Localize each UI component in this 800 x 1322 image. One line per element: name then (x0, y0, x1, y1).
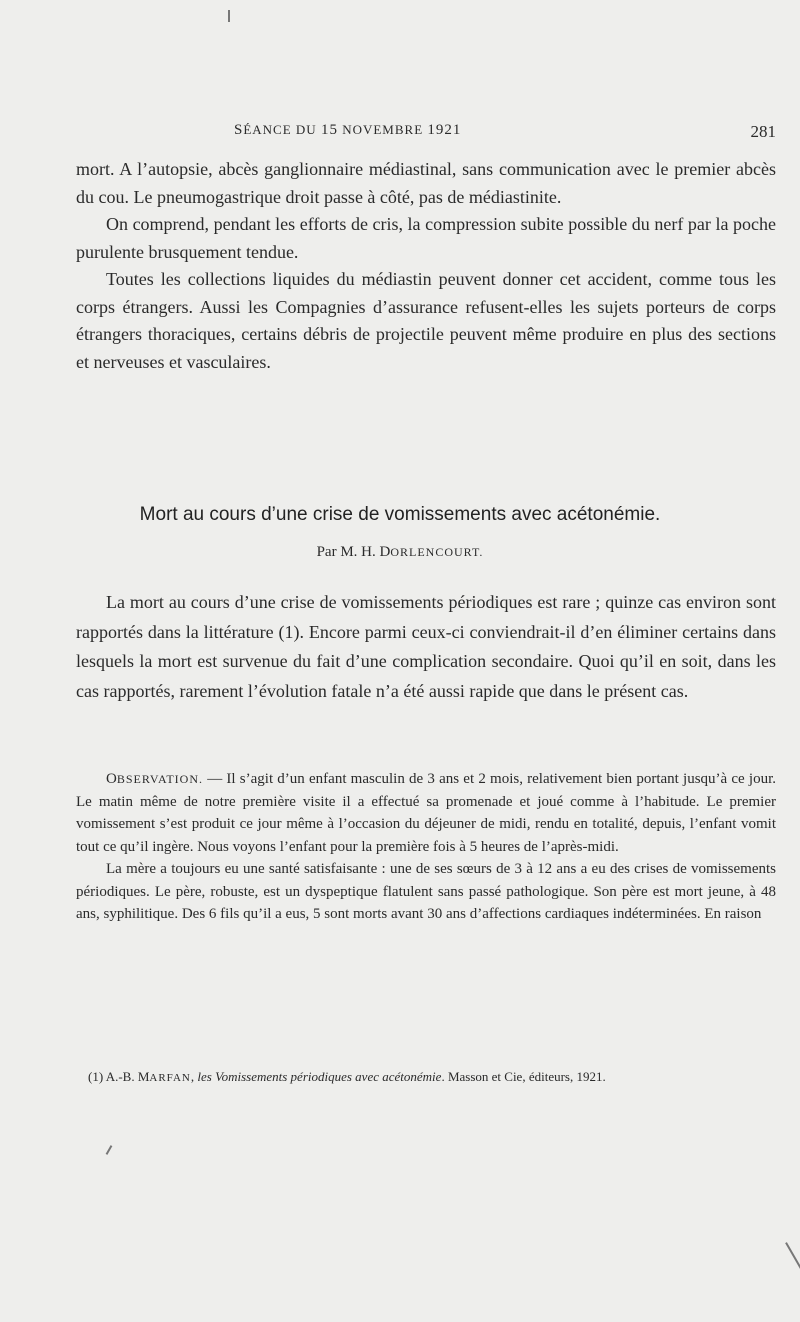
paragraph: On comprend, pendant les efforts de cris, la compression subite possible du nerf par la poche purulente brusquement tendue. (76, 214, 776, 262)
observation-label: OBSERVATION. (106, 771, 204, 787)
footnote: (1) A.-B. MARFAN, les Vomissements périodiques avec acétonémie. Masson et Cie, éditeurs, 1921. (88, 1069, 606, 1084)
article-title: Mort au cours d’une crise de vomissements avec acétonémie. (139, 504, 661, 525)
scan-speck (785, 1242, 800, 1278)
article-author: Par M. H. DORLENCOURT. (316, 544, 484, 560)
running-title: SÉANCE DU 15 NOVEMBRE 1921 (234, 122, 462, 138)
paragraph: mort. A l’autopsie, abcès ganglionnaire médiastinal, sans communication avec le premier abcès du cou. Le pneumogastrique droit passe à côté, pas de médiastinite. (76, 159, 776, 207)
article-intro (76, 588, 776, 706)
paragraph: La mort au cours d’une crise de vomissements périodiques est rare ; quinze cas environ sont rapportés dans la littérature (1). Encore parmi ceux-ci conviendrait-il d’en éliminer certains dans lesquels la mort est survenue du fait d’une complication secondaire. Quoi qu’il en soit, dans les cas rapportés, rarement l’évolution fatale n’a été aussi rapide que dans le présent cas. (76, 592, 776, 701)
scan-speck (106, 1145, 113, 1155)
page-number: 281 (750, 122, 776, 141)
footnote-book-title: les Vomissements périodiques avec acétonémie (197, 1069, 442, 1084)
observation-section (76, 768, 776, 926)
previous-article-ending (76, 156, 776, 376)
paragraph: La mère a toujours eu une santé satisfaisante : une de ses sœurs de 3 à 12 ans a eu des crises de vomissements périodiques. Le père, robuste, est un dyspeptique flatulent sans passé pathologique. Son père est mort jeune, à 48 ans, syphilitique. Des 6 fils qu’il a eus, 5 sont morts avant 30 ans d’affections cardiaques indéterminées. En raison (76, 861, 776, 922)
scan-speck (228, 10, 230, 22)
paragraph: Toutes les collections liquides du médiastin peuvent donner cet accident, comme tous les corps étrangers. Aussi les Compagnies d’assurance refusent-elles les sujets porteurs de corps étrangers thoraciques, certains débris de projectile peuvent même produire en plus des sections et nerveuses et vasculaires. (76, 269, 776, 372)
running-header (76, 122, 776, 146)
paragraph: OBSERVATION. — Il s’agit d’un enfant masculin de 3 ans et 2 mois, relativement bien portant jusqu’à ce jour. Le matin même de notre première visite il a effectué sa promenade et joué comme à l’habitude. Le premier vomissement s’est produit ce jour même à l’occasion du déjeuner de midi, rendu en totalité, depuis, l’enfant vomit tout ce qu’il ingère. Nous voyons l’enfant pour la première fois à 5 heures de l’après-midi. (76, 771, 776, 855)
